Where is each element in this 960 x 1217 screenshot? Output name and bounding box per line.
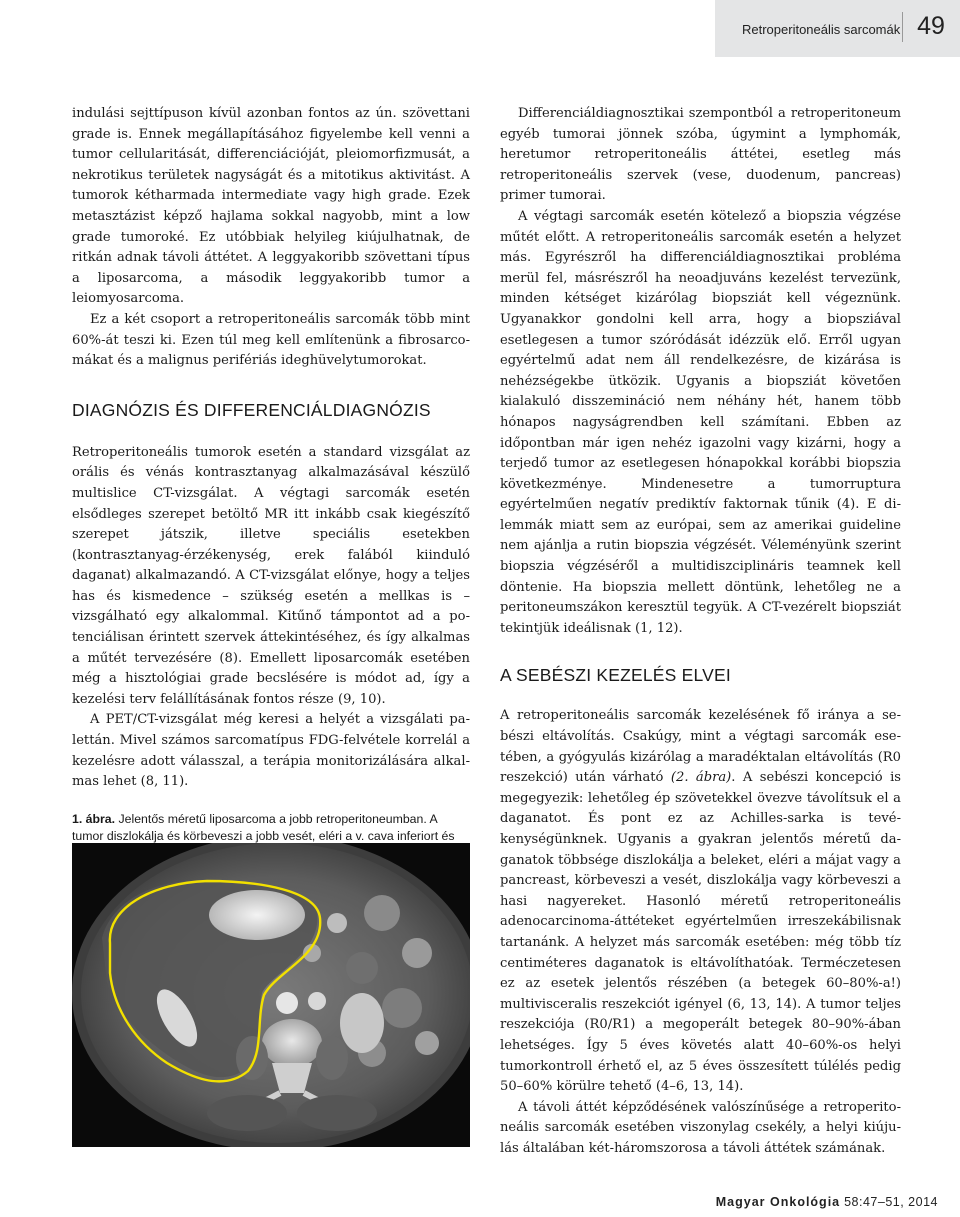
ct-scan-image: [72, 843, 470, 1147]
paragraph-text: . A sebészi koncepció is megegyezik: lehetőleg ép szövetekkel övezve távolítsuk el a daganatot. És pont ez az Achilles-sarka is tevékenységünknek. Ugyanis a gyakran jelentős méretű daganatok többsége diszlokálja a beleket, eléri a májat vagy a pancreast, körbeveszi a vesét, diszlokálja vagy körbeveszi a hasi nagyereket. Hasonló méretű retroperitoneális adenocarcinoma-áttéteket egyértelműen irreszekábilisnak tartanánk. A helyzet más sarcomák esetében: még több tíz centiméteres daganatok is eltávolíthatóak. Terméсzetesen ez az esetek jelentős részében (a betegek 60–80%-a!) multivisceralis reszekciót igényel (6, 13, 14). A tumor teljes reszekciója (R0/R1) a megoperált betegek 80–90%-ában lehetséges. Így 5 éves követés alatt 40–60%-os helyi tumorkontroll érhető el, az 5 éves összesített túlélés pedig 50–60% körülre tehető (4–6, 13, 14).: [500, 770, 901, 1095]
paragraph: A távoli áttét képződésének valószínűsége a retroperitoneális sarcomák esetében viszonylag csekély, a helyi kiújulás általában két-háromszorosa a távoli áttétek számának.: [500, 1099, 901, 1156]
page-number: 49: [917, 12, 945, 40]
paragraph: A PET/CT-vizsgálat még keresi a helyét a vizsgálati palettán. Mivel számos sarcomatípus FDG-felvétele korrelál a kezelésre adott válasszal, a terápia monitorizálására alkalmas lehet (8, 11).: [72, 712, 470, 790]
left-column: [72, 104, 470, 862]
journal-citation: 58:47–51, 2014: [840, 1195, 938, 1209]
paragraph: Differenciáldiagnosztikai szempontból a retroperitoneum egyéb tumorai jönnek szóba, úgymint a lymphomák, heretumor retroperitoneális áttétei, esetleg más retroperitoneális szervek (vese, duodenum, pancreas) primer tumorai.: [500, 106, 901, 204]
section-heading-diagnosis: DIAGNÓZIS ÉS DIFFERENCIÁLDIAGNÓZIS: [72, 399, 431, 420]
footer-citation: [716, 1195, 938, 1209]
right-column: [500, 104, 901, 1160]
paragraph: Ez a két csoport a retroperitoneális sarcomák több mint 60%-át teszi ki. Ezen túl meg kell említenünk a fibrosarcomákat és a malignus perifériás ideghüvelytumorokat.: [72, 311, 470, 369]
figure-reference: (2. ábra): [670, 770, 732, 786]
running-title: Retroperitoneális sarcomák: [742, 22, 901, 37]
section-heading-surgery: A SEBÉSZI KEZELÉS ELVEI: [500, 665, 731, 686]
paragraph: A végtagi sarcomák esetén kötelező a biopszia végzése műtét előtt. A retroperitoneális sarcomák esetén a helyzet más. Egyrészről ha differenciáldiagnosztikai probléma merül fel, másrészről ha neoadjuváns kezelést tervezünk, minden kétséget kizárólag biopsziát kell végeznünk. Ugyanakkor gondolni kell arra, hogy a biopsziával esetlegesen a tumor szóródását idézzük elő. Erről ugyan egyértelmű adat nem áll rendelkezésre, de kizárása is nehézségekbe ütközik. Ugyanis a biopsziát követően kialakuló disszemináció nem néhány hét, hanem több hónapos nagyságrendben kell számítani. Ebben az időpontban már igen nehéz igazolni vagy kizárni, hogy a terjedő tumor az esetlegesen hónapokkal korábbi biopszia következménye. Mindenesetre a tumorruptura egyértelműen negatív prediktív faktornak tűnik (4). E dilemmák miatt sem az európai, sem az amerikai guideline nem ajánlja a rutin biopszia végzését. Véleményünk szerint biopszia végzéséről a multidiszciplináris teamnek kell döntenie. Ha biopszia mellett döntünk, lehetőleg ne a peritoneumszákon keresztül tegyük. A CT-vezérelt biopsziát tekintjük ideálisnak (1, 12).: [500, 208, 901, 636]
paragraph: [500, 706, 901, 1097]
paragraph: indulási sejttípuson kívül azonban fontos az ún. szövettani grade is. Ennek megállapításához figyelembe kell venni a tumor cellularitását, differenciációját, pleiomorfizmusát, a nekrotikus területek nagyságát és a mitotikus aktivitást. A tumorok kétharmada intermediate vagy high grade. Ezek metasztázist képző hajlama sokkal nagyobb, mint a low grade tumoroké. Ez utóbbiak helyileg kiújulhatnak, de ritkán adnak távoli áttétet. A leggyakoribb szövettani típus a liposarcoma, a második leggyakoribb tumor a leiomyosarcoma.: [72, 106, 470, 307]
journal-name: Magyar Onkológia: [715, 1195, 841, 1209]
figure-label: 1. ábra.: [72, 811, 116, 826]
figure-caption-text: Jelentős méretű liposarcoma a jobb retroperitoneumban. A tumor diszlokálja és körbeveszi a jobb vesét, eléri a v. cava inferiort és: [72, 811, 455, 843]
paragraph-text: A retroperitoneális sarcomák kezelésének fő iránya a sebészi eltávolítás. Csakúgy, mint a végtagi sarcomák esetében, a gyógyulás kizárólag a maradéktalan eltávolítás (R0 reszekció) után várható: [500, 708, 901, 786]
paragraph: Retroperitoneális tumorok esetén a standard vizsgálat az orális és vénás kontrasztanyag alkalmazásával készülő multislice CT-vizsgálat. A végtagi sarcomák esetén elsődleges szerepet betöltő MR itt inkább csak kiegészítő szerepet játszik, illetve speciális esetekben (kontrasztanyag-érzékenység, erek falából kiinduló daganat) alkalmazandó. A CT-vizsgálat előnye, hogy a teljes has és kismedence – szükség esetén a mellkas is – vizsgálható egy alkalommal. Kitűnő támpontot ad a potenciálisan érintett szervek áttekintéséhez, és így alkalmas a műtét tervezésére (8). Emellett liposarcomák esetében még a hisztológiai grade becslésére is módot ad, így a kezelési terv felállításának fontos része (9, 10).: [72, 444, 470, 707]
